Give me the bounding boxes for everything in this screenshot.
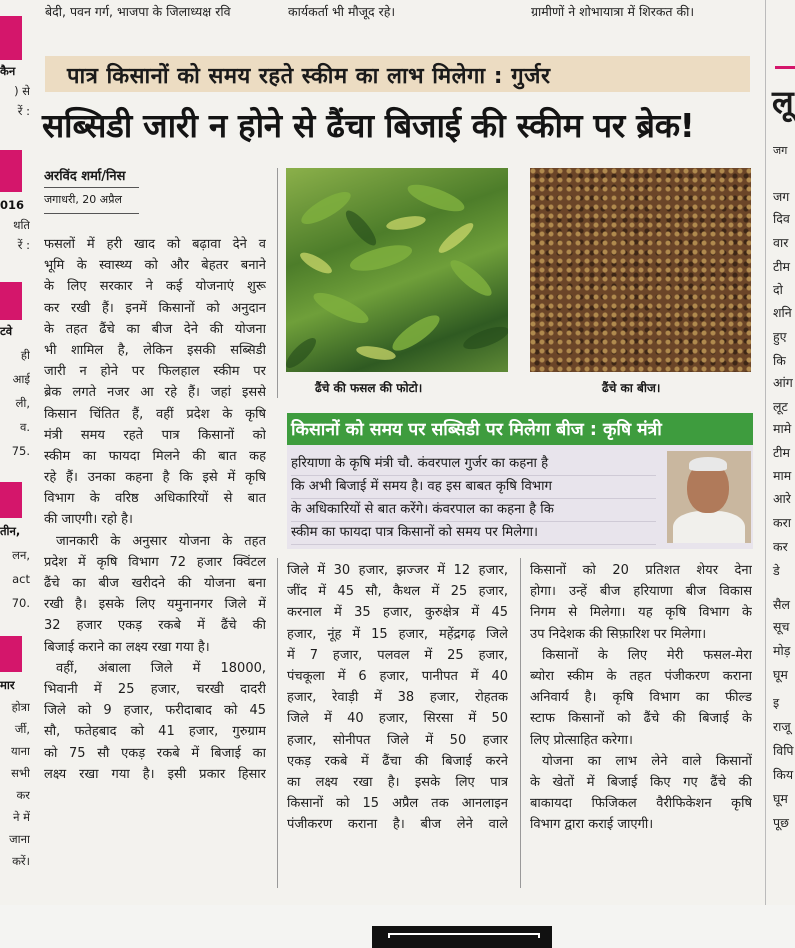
text-line: स्कीम का फायदा मिलने की बात कह [44,448,266,464]
adjacent-text-fragment: दो [773,282,783,297]
left-fragment: याना [10,744,30,758]
left-fragment: करें। [12,854,30,868]
text-line: 32 हजार एकड़ रकबे में ढैंचे की [44,618,266,634]
text-line: ढैंचे का बीज खरीदने की योजना बना [44,576,266,591]
text-line: पंचकूला में 6 हजार, पानीपत में 40 [287,668,508,684]
left-fragment: act [12,572,30,586]
article-column-1 [44,234,266,785]
left-accent-block [0,282,22,320]
text-line: किसान चिंतित हैं, वहीं प्रदेश के कृषि [44,406,266,422]
quote-line: कि अभी बिजाई में समय है। वह इस बाबत कृषि विभाग [291,476,656,499]
text-line: ब्रेक लगते नजर आ रहे हैं। जहां इससे [44,385,266,401]
text-line: बाकायदा फिजिकल वैरीफिकेशन कृषि [530,796,752,812]
text-line: किसानों के लिए मेरी फसल-मेरा [542,647,752,663]
column-divider [520,558,521,888]
left-fragment: तीन, [0,524,21,538]
text-line: जानकारी के अनुसार योजना के तहत [56,533,266,549]
left-fragment: 70. [11,596,30,610]
text-line: पंजीकरण कराना है। बीज लेने वाले [287,817,508,833]
adjacent-text-fragment: कर [773,539,788,554]
text-line: योजना का लाभ लेने वाले किसानों [542,753,752,769]
article-headline: सब्सिडी जारी न होने से ढैंचा बिजाई की स्कीम पर ब्रेक! [42,106,695,145]
left-fragment: जाना [9,832,30,846]
adjacent-text-fragment: माम [773,468,792,483]
quote-line: हरियाणा के कृषि मंत्री चौ. कंवरपाल गुर्जर का कहना है [291,453,656,476]
text-line: के खेतों में बिजाई किए गए ढैंचे की [530,774,752,790]
left-fragment: टवे [0,324,13,338]
dhaincha-seed-photo [530,168,751,372]
text-line: अनिवार्य है। कृषि विभाग का फील्ड [530,690,752,706]
adjacent-text-fragment: घूम [773,791,788,806]
text-line: लिए प्रोत्साहित करेगा। [530,732,633,748]
article-column-2 [287,560,508,835]
left-fragment: र्जी, [14,722,30,736]
dateline-rule [44,213,139,214]
text-line: वहीं, अंबाला जिले में 18000, [56,660,266,676]
text-line: मंत्री समय रहते पात्र किसानों को [44,427,266,443]
adjacent-text-fragment: विपि [773,743,794,758]
dateline: जगाधरी, 20 अप्रैल [44,193,122,206]
left-fragment: लन, [12,548,30,562]
minister-portrait [667,451,751,543]
adjacent-text-fragment: किय [773,767,794,782]
left-fragment: होत्रा [11,700,30,714]
text-line: सौ, फतेहबाद को 41 हजार, गुरुग्राम [44,724,266,740]
left-fragment: कैन [0,64,16,78]
text-line: लक्ष्य रखा गया है। इसी प्रकार हिसार [44,766,266,782]
text-line: किसानों को 20 प्रतिशत शेयर देना [530,563,752,578]
left-fragment: ) से [14,84,30,98]
adjacent-headline-fragment: लू [772,83,794,121]
top-fragment-col2: कार्यकर्ता भी मौजूद रहे। [288,4,396,19]
text-line: भिवानी में 25 हजार, चरखी दादरी [44,681,266,697]
text-line: प्रदेश में कृषि विभाग 72 हजार क्विंटल [44,554,266,570]
left-fragment: 016 [0,198,25,212]
kicker-text: पात्र किसानों को समय रहते स्कीम का लाभ मिलेगा : गुर्जर [67,64,551,89]
left-fragment: व. [19,420,30,434]
adjacent-text-fragment: टीम [773,445,791,460]
text-line: विभाग के वरिष्ठ अधिकारियों से बात [44,491,266,507]
text-line: में 7 हजार, पलवल में 25 हजार, [287,647,508,663]
text-line: उप निदेशक की सिफ़ारिश पर मिलेगा। [530,626,707,642]
adjacent-text-fragment: राजू [773,719,791,734]
text-line: कर रखी हैं। इनमें किसानों को अनुदान [44,300,266,316]
text-line: का लक्ष्य रखा है। इसके लिए पात्र [287,774,508,790]
adjacent-text-fragment: आरे [773,491,791,506]
text-line: जींद में 45 सौ, कैथल में 25 हजार, [287,584,508,600]
text-line: की जाएगी। रहो है। [44,512,133,528]
left-fragment: आई [12,372,30,386]
left-accent-block [0,16,22,60]
adjacent-text-fragment: घूम [773,667,788,682]
text-line: रहे हैं। उनका कहना है कि इसे में कृषि [44,470,266,486]
byline-rule [44,187,139,188]
quote-line: स्कीम का फायदा पात्र किसानों को समय पर मिलेगा। [291,522,656,545]
article-kicker [45,56,750,92]
minister-quote-box [287,445,753,549]
text-line: के तहत ढैंचे का बीज देने की योजना [44,321,266,337]
adjacent-article-rule [775,66,795,69]
bottom-black-bar [372,926,552,948]
photo-caption-crop: ढैंचे की फसल की फोटो। [315,381,423,395]
adjacent-subhead-fragment: जग [773,144,788,157]
adjacent-text-fragment: आंग [773,375,793,390]
adjacent-text-fragment: इ [773,695,780,710]
minister-box-heading-text: किसानों को समय पर सब्सिडी पर मिलेगा बीज : कृषि मंत्री [291,420,662,440]
text-line: ब्योरा स्कीम के तहत पंजीकरण कराना [530,668,752,684]
text-line: के लिए सरकार ने कई योजनाएं शुरू [44,279,266,295]
column-divider [277,558,278,888]
left-fragment: ने में [13,810,30,824]
text-line: बिजाई कराने का लक्ष्य रखा गया है। [44,639,210,655]
left-accent-block [0,150,22,192]
text-line: करनाल में 35 हजार, कुरुक्षेत्र में 45 [287,605,508,621]
text-line: को 75 सौ एकड़ रकबे में बिजाई का [44,745,266,761]
adjacent-text-fragment: पूछ [773,815,789,830]
text-line: भूमि के स्वास्थ्य को और बेहतर बनाने [44,258,266,274]
text-line: रखी है। इसके लिए यमुनानगर जिले में [44,597,266,613]
text-line: विभाग द्वारा कराई जाएगी। [530,817,654,833]
text-line: स्टाफ किसानों को ढैंचे की बिजाई के [530,711,752,727]
adjacent-text-fragment: मामे [773,421,792,436]
adjacent-text-fragment: करा [773,515,791,530]
left-fragment: रें : [17,104,30,118]
top-fragment-col1: बेदी, पवन गर्ग, भाजपा के जिलाध्यक्ष रवि [45,4,231,19]
adjacent-text-fragment: हुए [773,329,787,344]
left-accent-block [0,482,22,518]
minister-box-heading [287,413,753,445]
adjacent-text-fragment: लूट [773,399,788,414]
text-line: हजार, नूंह में 15 हजार, महेंद्रगढ़ जिले [287,626,508,642]
left-fragment: कर [16,788,30,802]
text-line: एकड़ रकबे में ढैंचा की बिजाई करने [287,753,508,769]
adjacent-text-fragment: टीम [773,259,791,274]
left-fragment: थति [13,218,30,232]
adjacent-text-fragment: मोड़ [773,643,791,658]
left-fragment: ही [20,348,30,362]
text-line: जिले में 30 हजार, झज्जर में 12 हजार, [287,563,508,578]
left-fragment: ली, [15,396,30,410]
adjacent-text-fragment: कि [773,353,786,368]
text-line: किसानों को 15 अप्रैल तक आनलाइन [287,796,508,812]
adjacent-text-fragment: सैल [773,597,790,612]
text-line: जिले में 40 हजार, सिरसा में 50 [287,711,508,727]
text-line: फसलों में हरी खाद को बढ़ावा देने व [44,237,266,252]
photo-caption-seed: ढैंचे का बीज। [602,381,661,395]
dhaincha-crop-photo [286,168,508,372]
left-fragment: मार [0,678,15,692]
text-line: हजार, रेवाड़ी में 38 हजार, रोहतक [287,690,508,706]
byline: अरविंद शर्मा/निस [44,169,126,184]
adjacent-text-fragment: वार [773,235,789,250]
quote-line: के अधिकारियों से बात करेंगे। कंवरपाल का कहना है कि [291,499,656,522]
text-line: निगम से मिलेगा। यह कृषि विभाग के [530,605,752,621]
left-fragment: सभी [11,766,30,780]
column-divider [277,168,278,398]
adjacent-text-fragment: डे [773,563,780,578]
article-column-3 [530,560,752,835]
adjacent-text-fragment: शनि [773,305,792,320]
text-line: जारी न होने पर फिलहाल स्कीम पर [44,364,266,380]
minister-quote [291,453,656,545]
adjacent-text-fragment: सूच [773,619,790,634]
adjacent-text-fragment: दिव [773,211,790,226]
text-line: हजार, सोनीपत जिले में 50 हजार [287,732,508,748]
text-line: जिले को 9 हजार, फरीदाबाद को 45 [44,703,266,719]
left-fragment: 75. [11,444,30,458]
top-fragment-col3: ग्रामीणों ने शोभायात्रा में शिरकत की। [531,4,695,19]
left-fragment: रें : [17,238,30,252]
text-line: होगा। उन्हें बीज हरियाणा बीज विकास [530,584,752,600]
adjacent-text-fragment: जग [773,189,790,204]
left-accent-block [0,636,22,672]
text-line: भी शामिल है, लेकिन इसकी सब्सिडी [44,342,266,358]
